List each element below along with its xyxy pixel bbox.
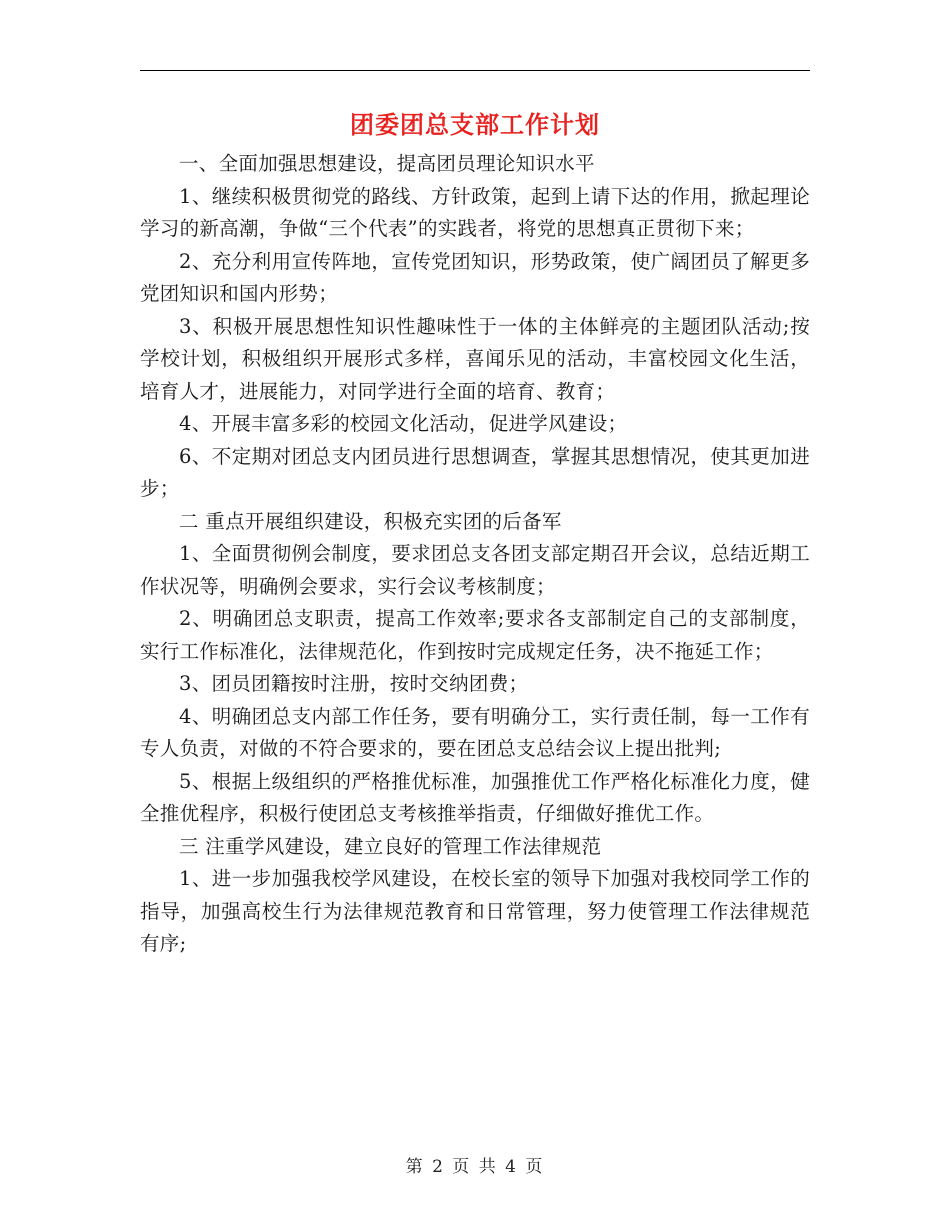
paragraph: 5、根据上级组织的严格推优标准，加强推优工作严格化标准化力度，健全推优程序，积极行使团总支考核推举指责，仔细做好推优工作。: [140, 769, 810, 825]
paragraph: 4、开展丰富多彩的校园文化活动，促进学风建设；: [179, 412, 628, 435]
section-heading-3: 三 注重学风建设，建立良好的管理工作法律规范: [179, 834, 602, 858]
paragraph: 1、全面贯彻例会制度，要求团总支各团支部定期召开会议，总结近期工作状况等，明确例会要求，实行会议考核制度；: [140, 542, 810, 598]
paragraph: 1、继续积极贯彻党的路线、方针政策，起到上请下达的作用，掀起理论学习的新高潮，争做“三个代表”的实践者，将党的思想真正贯彻下来；: [140, 184, 810, 240]
document-body: [140, 148, 810, 961]
document-title: 团委团总支部工作计划: [350, 110, 600, 139]
header-rule: [140, 70, 810, 71]
paragraph: 2、充分利用宣传阵地，宣传党团知识，形势政策，使广阔团员了解更多党团知识和国内形势；: [140, 249, 810, 305]
paragraph: 3、团员团籍按时注册，按时交纳团费；: [179, 672, 529, 695]
paragraph: 2、明确团总支职责，提高工作效率;要求各支部制定自己的支部制度，实行工作标准化，法律规范化，作到按时完成规定任务，决不拖延工作；: [140, 607, 810, 663]
paragraph: 1、进一步加强我校学风建设，在校长室的领导下加强对我校同学工作的指导，加强高校生行为法律规范教育和日常管理，努力使管理工作法律规范有序;: [140, 867, 810, 955]
paragraph: 3、积极开展思想性知识性趣味性于一体的主体鲜亮的主题团队活动;按学校计划，积极组织开展形式多样，喜闻乐见的活动，丰富校园文化生活，培育人才，进展能力，对同学进行全面的培育、教育；: [140, 314, 810, 403]
page-number-footer: 第 2 页 共 4 页: [405, 1157, 545, 1177]
section-heading-2: 二 重点开展组织建设，积极充实团的后备军: [179, 509, 562, 533]
section-heading-1: 一、全面加强思想建设，提高团员理论知识水平: [179, 152, 595, 175]
paragraph: 6、不定期对团总支内团员进行思想调查，掌握其思想情况，使其更加进步；: [140, 444, 810, 500]
paragraph: 4、明确团总支内部工作任务，要有明确分工，实行责任制，每一工作有专人负责，对做的不符合要求的，要在团总支总结会议上提出批判;: [140, 704, 810, 760]
